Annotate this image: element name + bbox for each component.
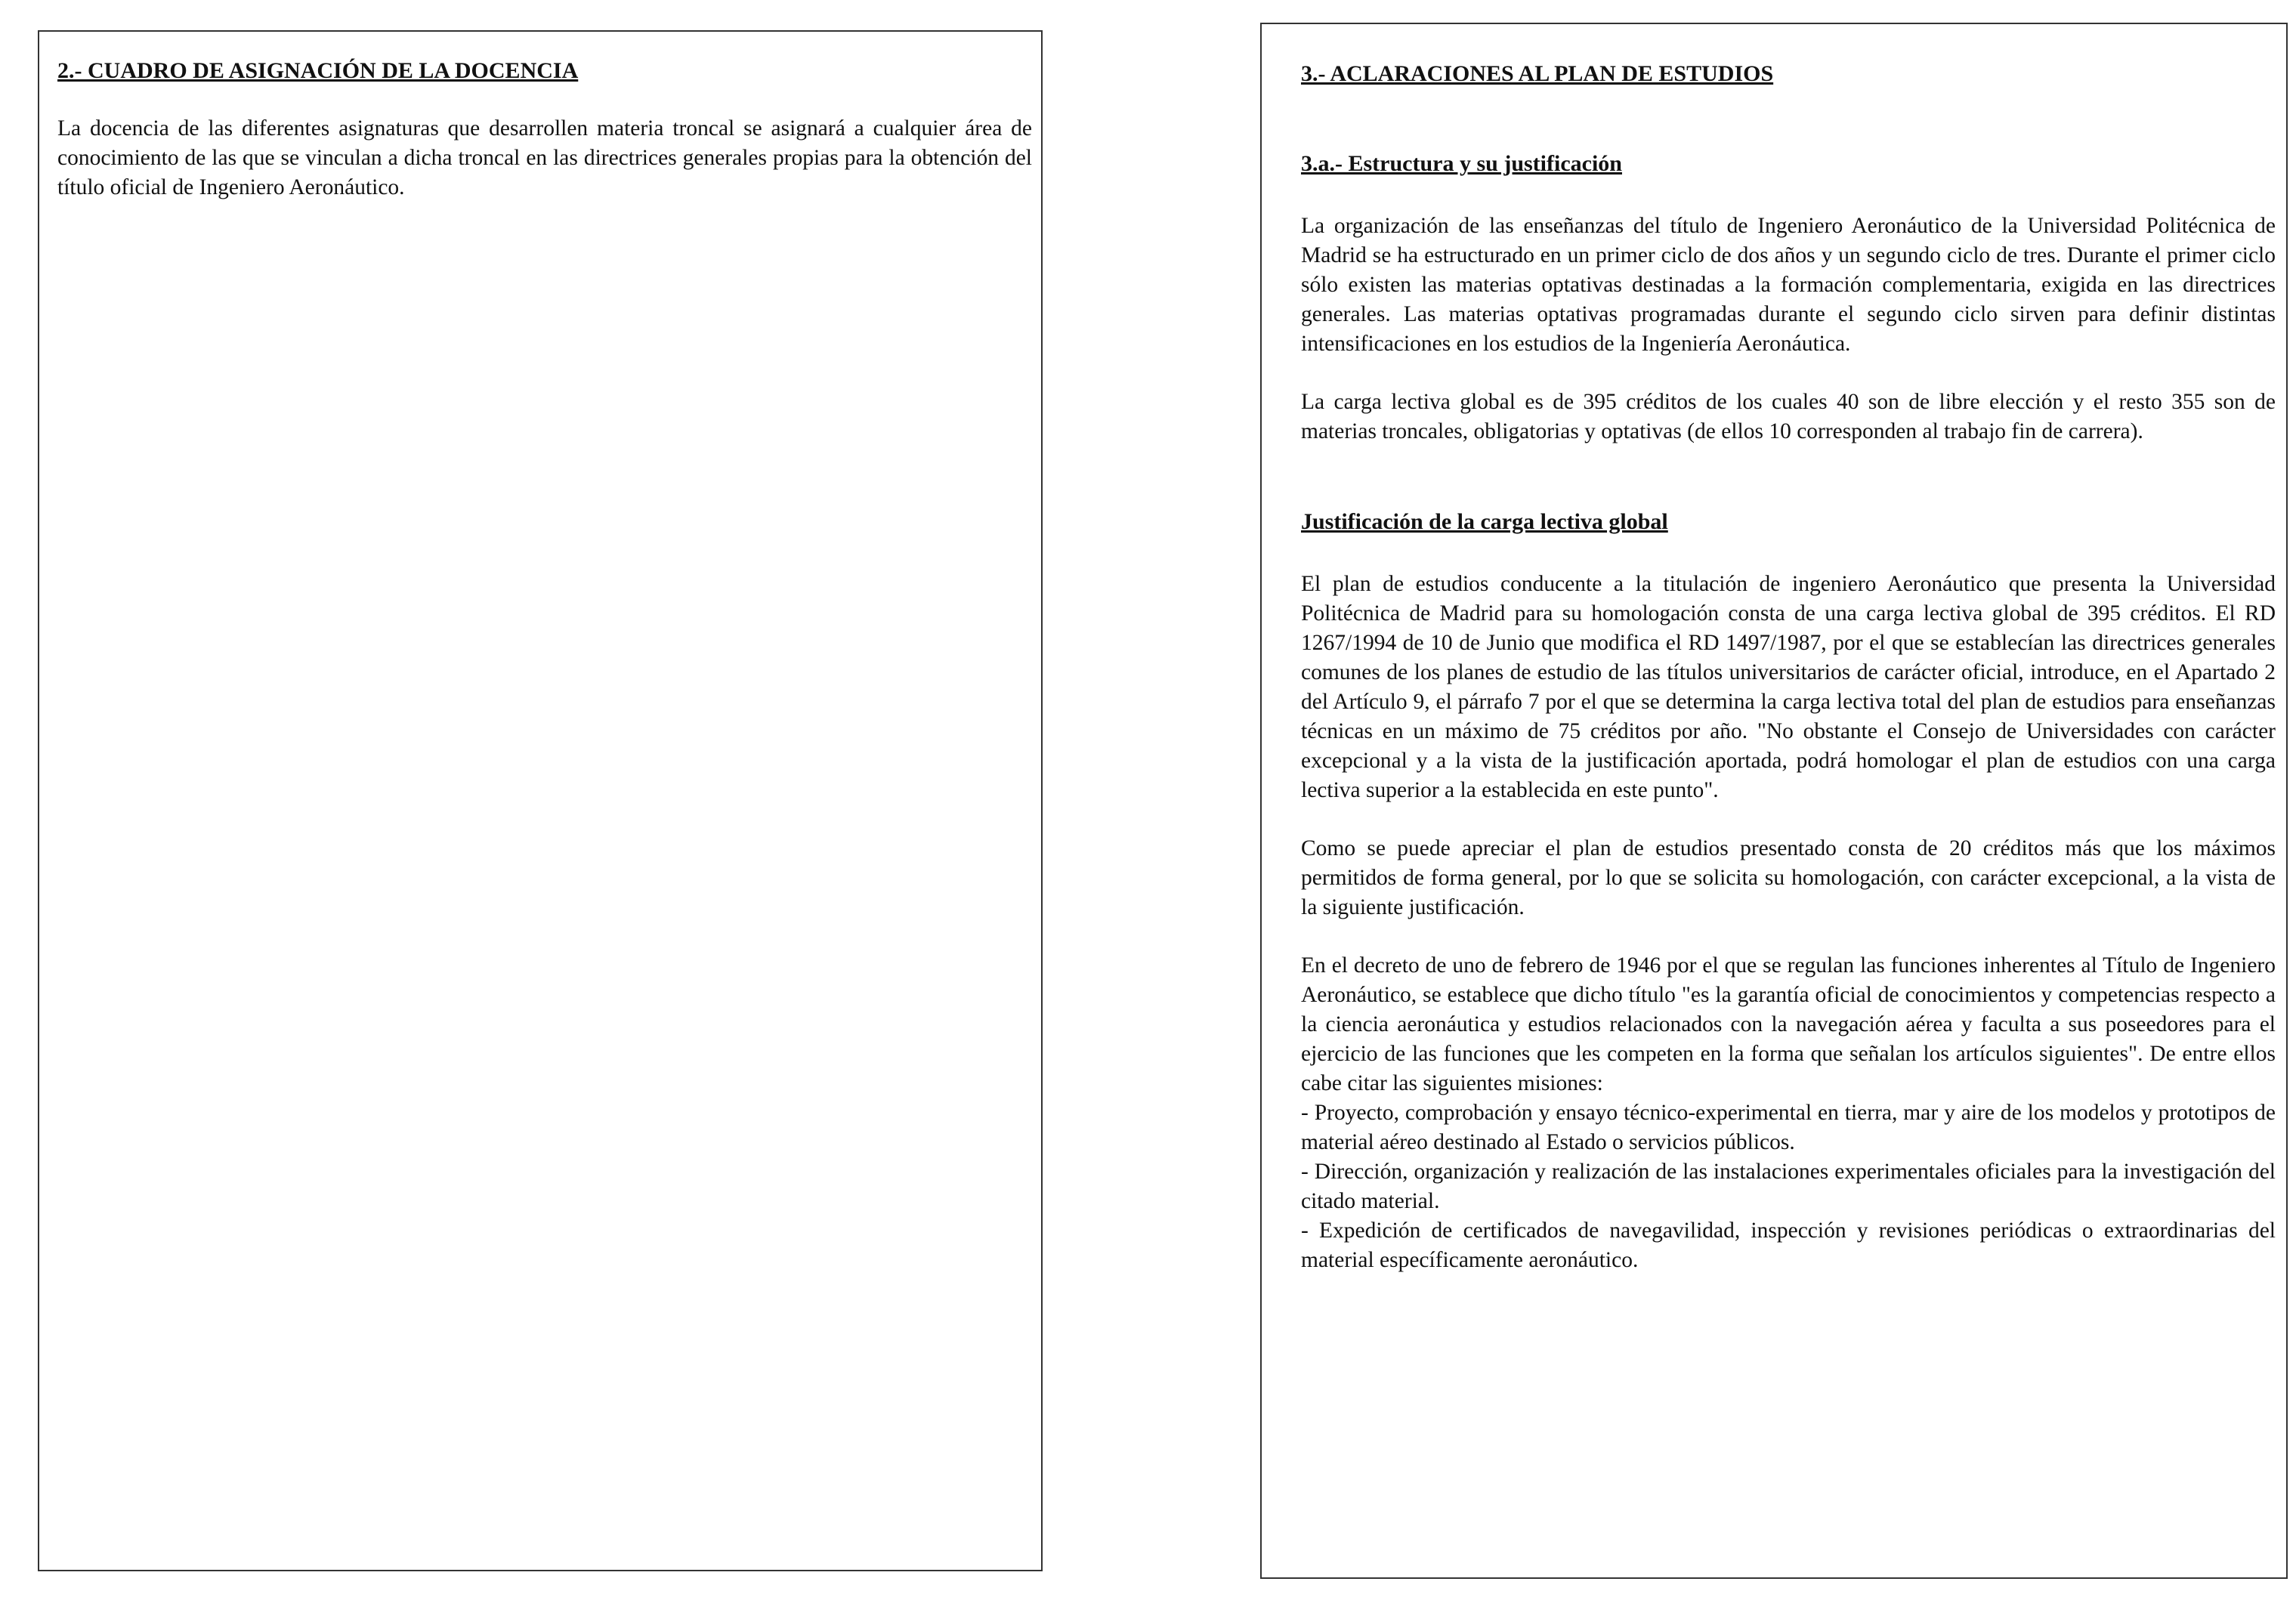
credits-paragraph: La carga lectiva global es de 395 créditos de los cuales 40 son de libre elección y el resto 355 son de materias troncales, obligatorias y optativas (de ellos 10 corresponden al trabajo fin de carrera).: [1301, 390, 2276, 443]
right-page: [1260, 23, 2288, 1579]
regulation-paragraph: El plan de estudios conducente a la titulación de ingeniero Aeronáutico que presenta la Universidad Politécnica de Madrid para su homologación consta de una carga lectiva global de 395 créditos. El RD 1267/1994 de 10 de Junio que modifica el RD 1497/1987, por el que se establecían las directrices generales comunes de los planes de estudio de las títulos universitarios de carácter oficial, introduce, en el Apartado 2 del Artículo 9, el párrafo 7 por el que se determina la carga lectiva total del plan de estudios para enseñanzas técnicas en un máximo de 75 créditos por año. "No obstante el Consejo de Universidades con carácter excepcional y a la vista de la justificación aportada, podrá homologar el plan de estudios con una carga lectiva superior a la establecida en este punto".: [1301, 572, 2276, 802]
mission-item: - Proyecto, comprobación y ensayo técnico-experimental en tierra, mar y aire de los modelos y prototipos de material aéreo destinado al Estado o servicios públicos.: [1301, 1101, 2276, 1154]
mission-item: - Dirección, organización y realización de las instalaciones experimentales oficiales para la investigación del citado material.: [1301, 1160, 2276, 1213]
section-2-heading: 2.- CUADRO DE ASIGNACIÓN DE LA DOCENCIA: [57, 58, 579, 83]
left-page: [38, 30, 1043, 1571]
section-2-paragraph: La docencia de las diferentes asignaturas que desarrollen materia troncal se asignará a cualquier área de conocimiento de las que se vinculan a dicha troncal en las directrices generales propias para la obtención del título oficial de Ingeniero Aeronáutico.: [57, 116, 1032, 199]
justification-subheading: Justificación de la carga lectiva global: [1301, 509, 1668, 534]
left-page-content: [57, 56, 1032, 202]
section-3a-subheading: 3.a.- Estructura y su justificación: [1301, 151, 1622, 176]
right-page-content: [1301, 59, 2276, 1275]
structure-paragraph: La organización de las enseñanzas del título de Ingeniero Aeronáutico de la Universidad Politécnica de Madrid se ha estructurado en un primer ciclo de dos años y un segundo ciclo de tres. Durante el primer ciclo sólo existen las materias optativas destinadas a la formación complementaria, exigida en las directrices generales. Las materias optativas programadas durante el segundo ciclo sirven para definir distintas intensificaciones en los estudios de la Ingeniería Aeronáutica.: [1301, 214, 2276, 356]
section-3-heading: 3.- ACLARACIONES AL PLAN DE ESTUDIOS: [1301, 61, 1774, 86]
excess-credits-paragraph: Como se puede apreciar el plan de estudios presentado consta de 20 créditos más que los máximos permitidos de forma general, por lo que se solicita su homologación, con carácter excepcional, a la vista de la siguiente justificación.: [1301, 836, 2276, 919]
mission-item: - Expedición de certificados de navegavilidad, inspección y revisiones periódicas o extraordinarias del material específicamente aeronáutico.: [1301, 1219, 2276, 1272]
decree-paragraph: En el decreto de uno de febrero de 1946 por el que se regulan las funciones inherentes al Título de Ingeniero Aeronáutico, se establece que dicho título "es la garantía oficial de conocimientos y competencias respecto a la ciencia aeronáutica y estudios relacionados con la navegación aérea y faculta a sus poseedores para el ejercicio de las funciones que les competen en la forma que señalan los artículos siguientes". De entre ellos cabe citar las siguientes misiones:: [1301, 953, 2276, 1095]
